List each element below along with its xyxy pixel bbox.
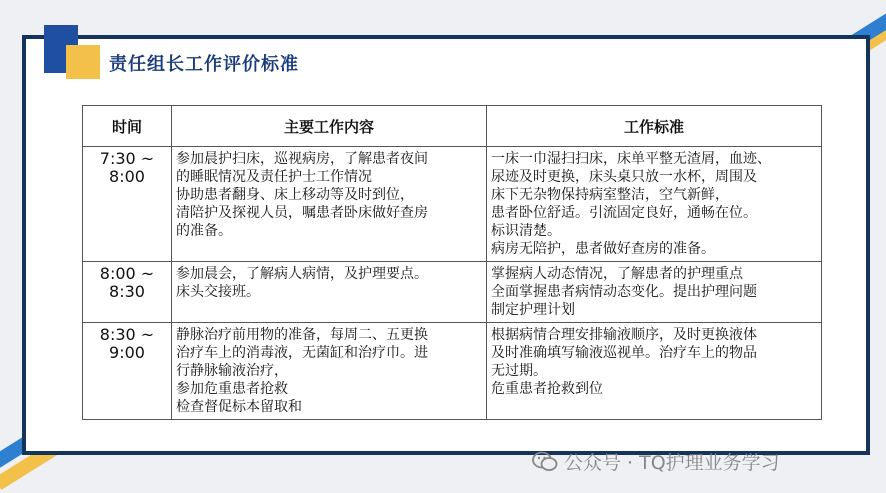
- header-standard: 工作标准: [487, 106, 822, 147]
- table-row: [83, 323, 822, 420]
- table-row: [83, 262, 822, 323]
- time-cell: [83, 262, 172, 323]
- content-line: 参加晨护扫床，巡视病房，了解患者夜间: [176, 151, 428, 167]
- standard-line: 无过期。: [491, 363, 547, 379]
- content-line: 协助患者翻身、床上移动等及时到位，: [176, 187, 414, 203]
- standard-line: 标识清楚。: [491, 223, 561, 239]
- watermark-text: 公众号 · TQ护理业务学习: [564, 452, 780, 474]
- content-cell: [172, 323, 487, 420]
- standard-line: 尿迹及时更换，床头桌只放一水杯，周围及: [491, 169, 757, 185]
- content-line: 参加危重患者抢救: [176, 381, 288, 397]
- time-line: 8:00 ~: [99, 264, 155, 283]
- standard-cell: [487, 323, 822, 420]
- standard-cell: [487, 147, 822, 262]
- standard-line: 制定护理计划: [491, 302, 575, 318]
- watermark: [532, 448, 780, 475]
- time-line: 8:30 ~: [99, 325, 155, 344]
- standard-line: 患者卧位舒适。引流固定良好，通畅在位。: [491, 205, 757, 221]
- standard-line: 一床一巾湿扫扫床，床单平整无渣屑，血迹、: [491, 151, 771, 167]
- time-line: 8:00: [109, 167, 145, 186]
- table-row: [83, 147, 822, 262]
- page-title: 责任组长工作评价标准: [109, 54, 299, 75]
- content-cell: [172, 147, 487, 262]
- time-line: 9:00: [109, 343, 145, 362]
- content-line: 静脉治疗前用物的准备，每周二、五更换: [176, 327, 428, 343]
- content-line: 检查督促标本留取和: [176, 399, 302, 415]
- standard-line: 病房无陪护，患者做好查房的准备。: [491, 241, 715, 257]
- time-line: 7:30 ~: [99, 149, 155, 168]
- header-time: 时间: [83, 106, 172, 147]
- standard-line: 危重患者抢救到位: [491, 381, 603, 397]
- time-cell: [83, 323, 172, 420]
- content-cell: [172, 262, 487, 323]
- header-content: 主要工作内容: [172, 106, 487, 147]
- standard-line: 床下无杂物保持病室整洁，空气新鲜，: [491, 187, 729, 203]
- wechat-icon: [532, 451, 558, 473]
- evaluation-table: [82, 105, 822, 420]
- content-line: 床头交接班。: [176, 284, 260, 300]
- standard-line: 根据病情合理安排输液顺序，及时更换液体: [491, 327, 757, 343]
- content-line: 治疗车上的消毒液，无菌缸和治疗巾。进: [176, 345, 428, 361]
- time-line: 8:30: [109, 282, 145, 301]
- content-line: 参加晨会，了解病人病情，及护理要点。: [176, 266, 428, 282]
- standard-line: 全面掌握患者病情动态变化。提出护理问题: [491, 284, 757, 300]
- content-line: 的准备。: [176, 223, 232, 239]
- standard-line: 及时准确填写输液巡视单。治疗车上的物品: [491, 345, 757, 361]
- content-line: 行静脉输液治疗，: [176, 363, 288, 379]
- table-header-row: [83, 106, 822, 147]
- content-line: 的睡眠情况及责任护士工作情况: [176, 169, 372, 185]
- deco-yellow-square: [66, 45, 100, 79]
- standard-line: 掌握病人动态情况，了解患者的护理重点: [491, 266, 743, 282]
- content-line: 清陪护及探视人员，嘱患者卧床做好查房: [176, 205, 428, 221]
- standard-cell: [487, 262, 822, 323]
- time-cell: [83, 147, 172, 262]
